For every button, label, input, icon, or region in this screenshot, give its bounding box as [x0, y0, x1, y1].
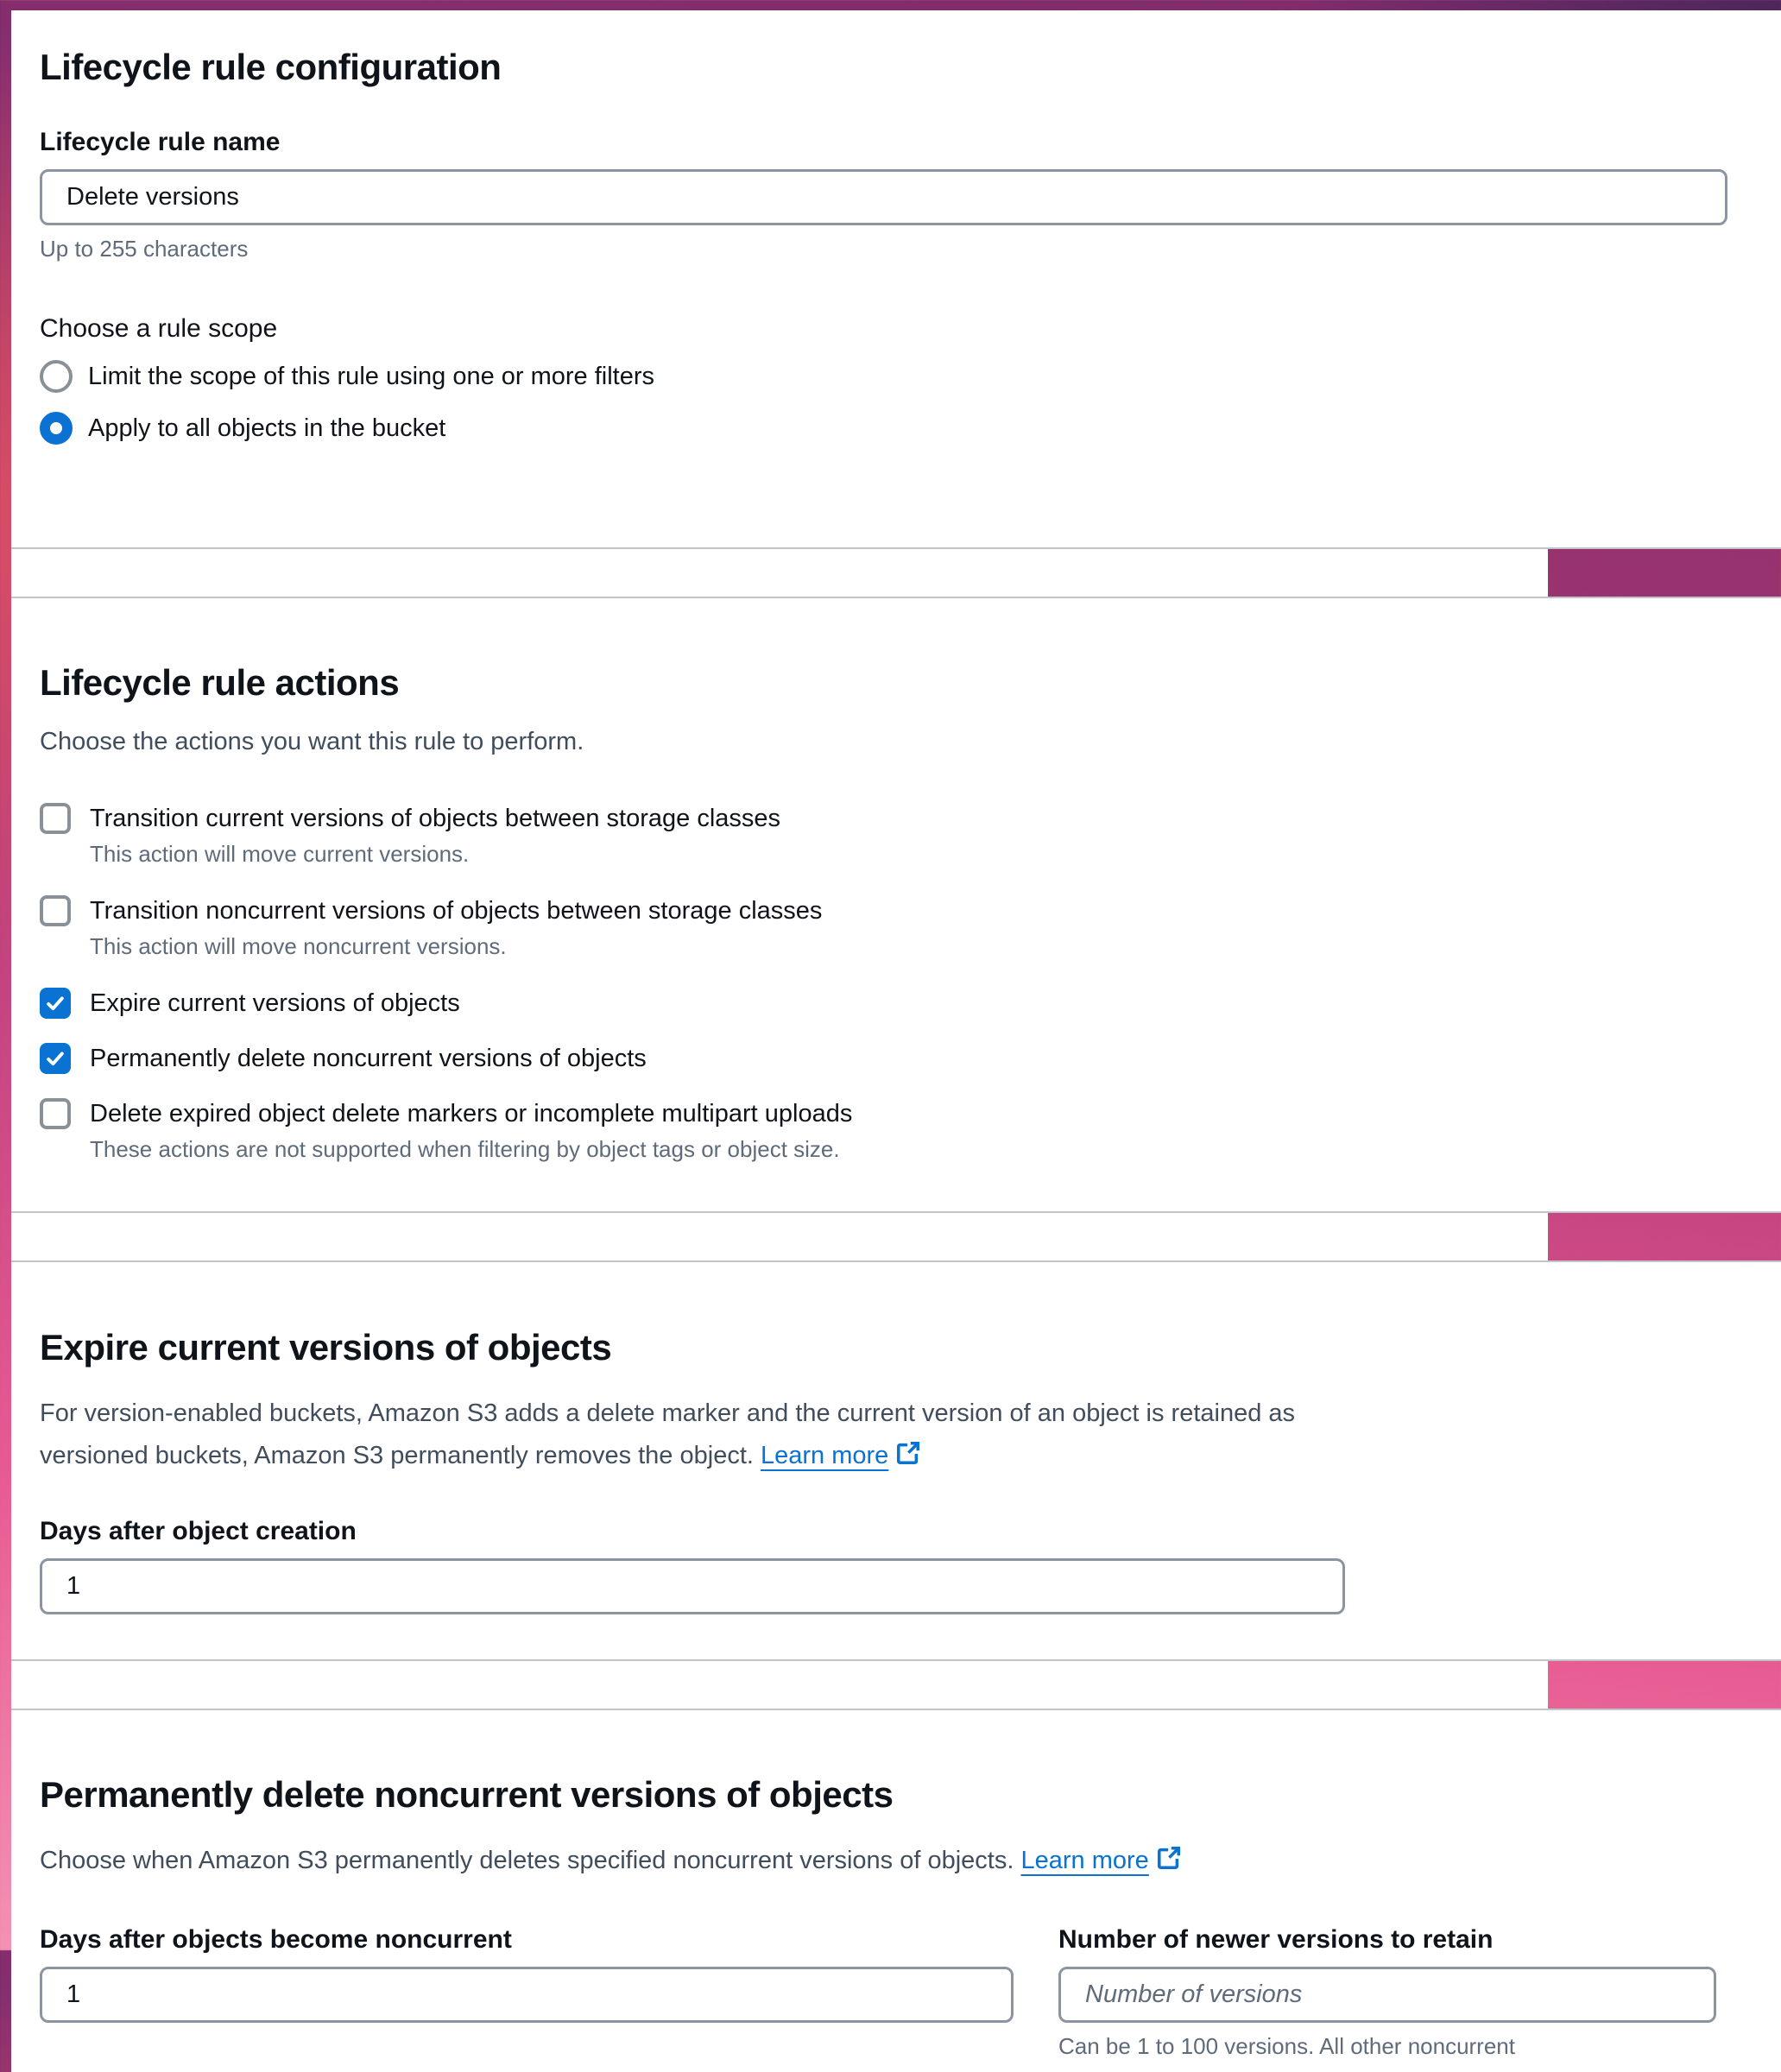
learn-more-link-delete[interactable]	[1021, 1847, 1182, 1874]
checkbox-text-transition-current	[90, 801, 780, 868]
newer-versions-field	[1058, 1925, 1716, 2060]
newer-versions-input[interactable]	[1058, 1967, 1716, 2023]
checkbox-label-delete-noncurrent[interactable]: Permanently delete noncurrent versions of objects	[90, 1045, 647, 1073]
delete-noncurrent-description	[40, 1840, 1781, 1882]
expire-description-line2-text: versioned buckets, Amazon S3 permanently removes the object.	[40, 1441, 754, 1469]
expire-description	[40, 1393, 1781, 1477]
radio-label-limit-scope[interactable]: Limit the scope of this rule using one or more filters	[88, 362, 655, 390]
newer-versions-label: Number of newer versions to retain	[1058, 1924, 1494, 1954]
rule-scope-label: Choose a rule scope	[40, 314, 278, 344]
days-after-creation-input[interactable]	[40, 1558, 1345, 1614]
radio-control-all-objects[interactable]	[40, 412, 73, 445]
checkbox-desc-transition-current: This action will move current versions.	[90, 841, 470, 868]
checkbox-label-expire-current[interactable]: Expire current versions of objects	[90, 989, 460, 1018]
external-link-icon	[1156, 1845, 1182, 1871]
check-icon	[44, 1047, 66, 1070]
checkbox-text-expire-current	[90, 986, 460, 1020]
check-icon	[44, 992, 66, 1014]
card-lifecycle-rule-actions	[11, 597, 1781, 1213]
days-noncurrent-field	[40, 1925, 1014, 2023]
rule-actions-subtitle: Choose the actions you want this rule to perform.	[40, 728, 584, 756]
checkbox-label-transition-current[interactable]: Transition current versions of objects between storage classes	[90, 805, 781, 833]
radio-option-all-objects[interactable]	[40, 409, 1781, 447]
card-expire-current-versions	[11, 1260, 1781, 1660]
card-permanently-delete-noncurrent	[11, 1709, 1781, 2072]
rule-name-input[interactable]	[40, 169, 1727, 225]
checkbox-text-transition-noncurrent	[90, 894, 822, 960]
checkbox-control-delete-markers[interactable]	[40, 1098, 71, 1129]
expire-description-line2	[40, 1435, 1781, 1477]
radio-label-all-objects[interactable]: Apply to all objects in the bucket	[88, 414, 446, 442]
learn-more-label[interactable]: Learn more	[1020, 1846, 1149, 1874]
page-content	[11, 10, 1781, 2072]
expire-description-line1: For version-enabled buckets, Amazon S3 adds a delete marker and the current version of an object is retained as	[40, 1399, 1296, 1427]
card-lifecycle-rule-configuration	[11, 10, 1781, 549]
card-title-delete-noncurrent: Permanently delete noncurrent versions of objects	[40, 1773, 894, 1815]
lifecycle-configuration-page	[11, 10, 1548, 2059]
card-title-rule-actions: Lifecycle rule actions	[40, 662, 400, 704]
card-title-expire-current: Expire current versions of objects	[40, 1326, 612, 1368]
days-after-creation-label: Days after object creation	[40, 1516, 357, 1545]
radio-control-limit-scope[interactable]	[40, 360, 73, 393]
checkbox-control-transition-noncurrent[interactable]	[40, 895, 71, 926]
newer-versions-hint: Can be 1 to 100 versions. All other noncurrent	[1058, 2032, 1515, 2059]
delete-noncurrent-fields-row	[40, 1925, 1781, 2060]
checkbox-text-delete-noncurrent	[90, 1041, 647, 1076]
checkbox-row-delete-markers[interactable]	[40, 1096, 1781, 1163]
days-noncurrent-label: Days after objects become noncurrent	[40, 1924, 512, 1954]
checkbox-label-delete-markers[interactable]: Delete expired object delete markers or incomplete multipart uploads	[90, 1100, 853, 1128]
radio-option-limit-scope[interactable]	[40, 357, 1781, 395]
checkbox-control-expire-current[interactable]	[40, 988, 71, 1019]
checkbox-desc-transition-noncurrent: This action will move noncurrent versions.	[90, 933, 507, 960]
card-title-rule-configuration: Lifecycle rule configuration	[40, 47, 502, 88]
learn-more-label[interactable]: Learn more	[761, 1441, 889, 1469]
rule-actions-checkbox-list	[40, 801, 1781, 1163]
checkbox-desc-delete-markers: These actions are not supported when filtering by object tags or object size.	[90, 1136, 840, 1163]
checkbox-label-transition-noncurrent[interactable]: Transition noncurrent versions of objects between storage classes	[90, 897, 823, 925]
checkbox-row-expire-current[interactable]	[40, 986, 1781, 1020]
checkbox-control-transition-current[interactable]	[40, 803, 71, 834]
checkbox-row-transition-current[interactable]	[40, 801, 1781, 868]
days-noncurrent-input[interactable]	[40, 1967, 1014, 2023]
checkbox-row-delete-noncurrent[interactable]	[40, 1041, 1781, 1076]
rule-name-label: Lifecycle rule name	[40, 128, 281, 157]
checkbox-control-delete-noncurrent[interactable]	[40, 1043, 71, 1074]
external-link-icon	[895, 1440, 921, 1466]
checkbox-row-transition-noncurrent[interactable]	[40, 894, 1781, 960]
rule-scope-radio-group	[40, 357, 1781, 447]
checkbox-text-delete-markers	[90, 1096, 852, 1163]
learn-more-link-expire[interactable]	[761, 1442, 921, 1469]
delete-noncurrent-description-line	[40, 1840, 1781, 1882]
rule-name-hint: Up to 255 characters	[40, 236, 249, 262]
delete-noncurrent-description-text: Choose when Amazon S3 permanently deletes specified noncurrent versions of objects.	[40, 1846, 1014, 1874]
